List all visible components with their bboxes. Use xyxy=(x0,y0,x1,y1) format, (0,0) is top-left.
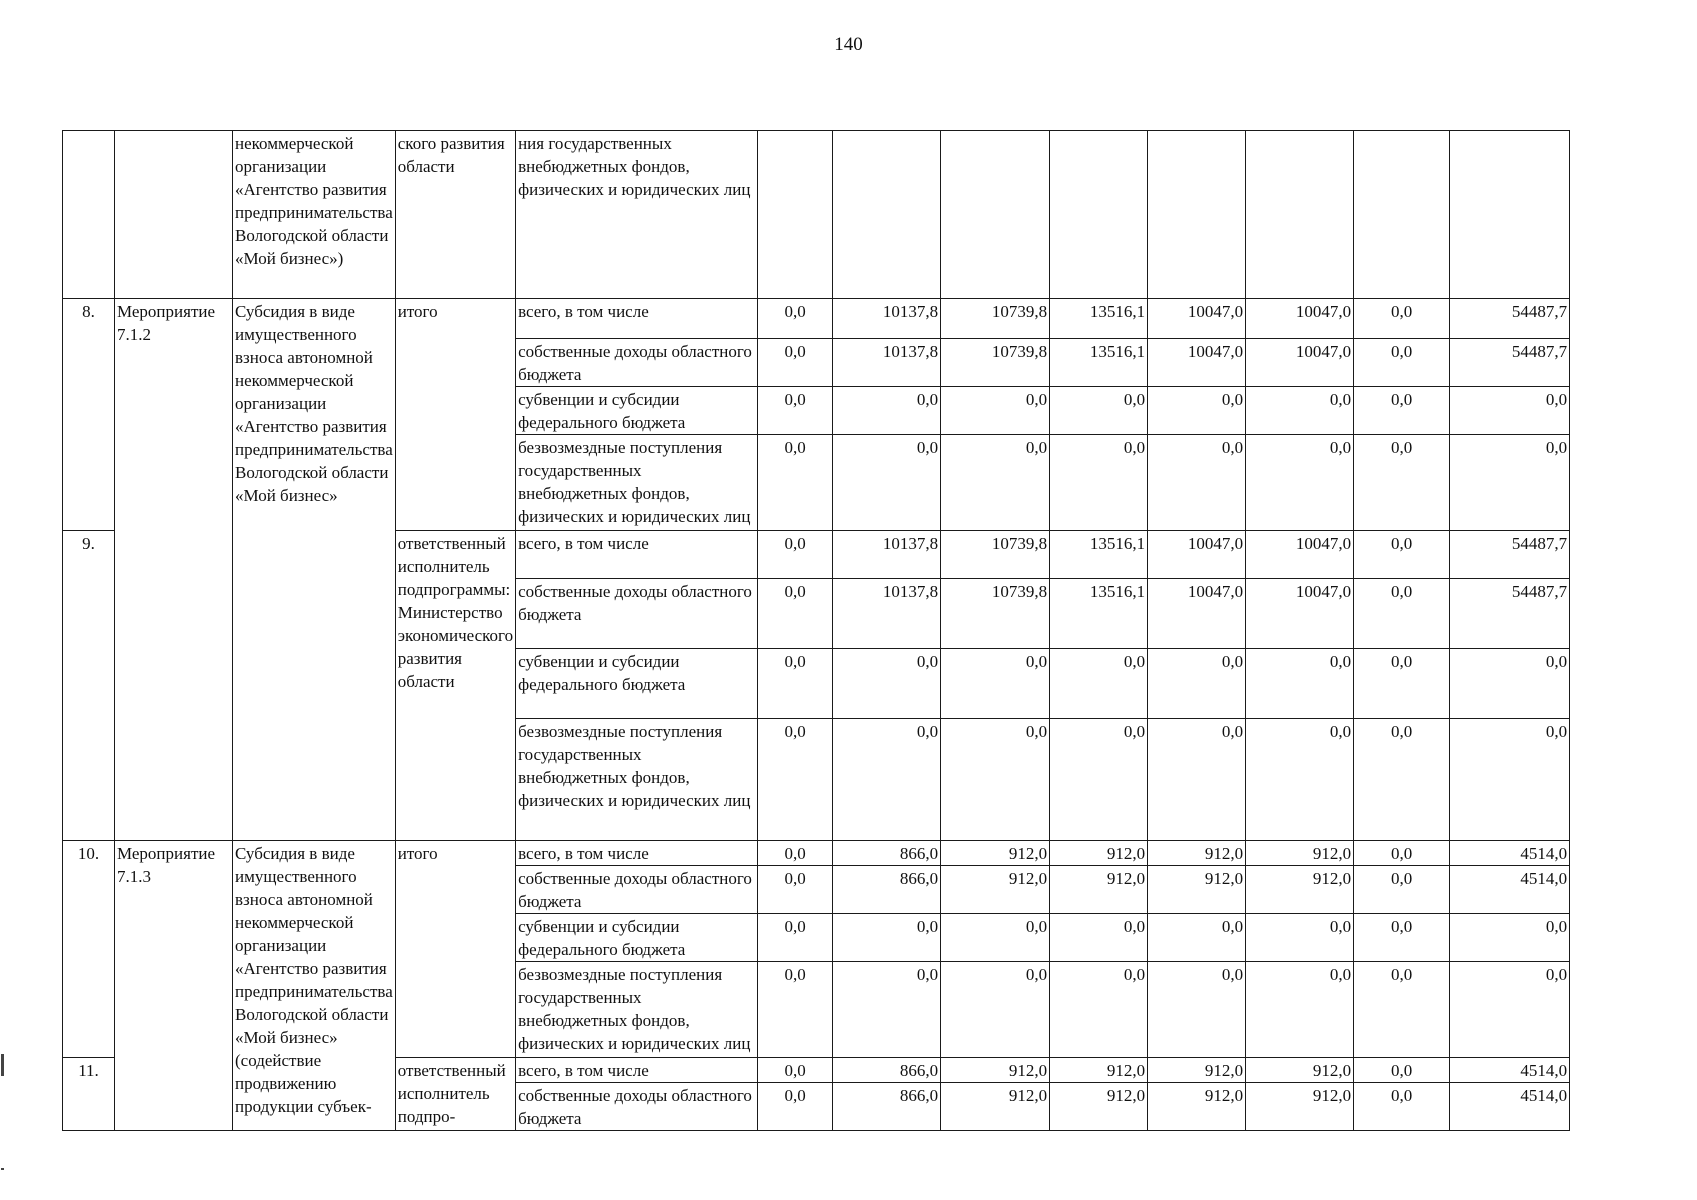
cell-source: всего, в том числе xyxy=(516,531,758,579)
scan-mark xyxy=(1,1054,4,1076)
cell-empty xyxy=(115,131,233,299)
value-cell: 10137,8 xyxy=(833,531,941,579)
value-cell: 0,0 xyxy=(1246,719,1354,841)
cell-empty xyxy=(1050,131,1148,299)
table-row xyxy=(63,841,1570,866)
value-cell: 0,0 xyxy=(758,531,833,579)
value-cell: 0,0 xyxy=(833,435,941,531)
value-cell: 0,0 xyxy=(833,649,941,719)
value-cell: 10739,8 xyxy=(941,579,1050,649)
cell-executor: итого xyxy=(395,841,515,1058)
cell-activity: Мероприятие 7.1.2 xyxy=(115,299,233,841)
value-cell: 0,0 xyxy=(758,1083,833,1131)
value-cell: 10739,8 xyxy=(941,531,1050,579)
value-cell: 0,0 xyxy=(1354,299,1450,339)
cell-source: безвозмездные поступления государственных внебюджетных фондов, физических и юридических лиц xyxy=(516,719,758,841)
value-cell: 0,0 xyxy=(1354,1058,1450,1083)
value-cell: 0,0 xyxy=(1148,387,1246,435)
value-cell: 0,0 xyxy=(758,1058,833,1083)
value-cell: 10047,0 xyxy=(1148,531,1246,579)
value-cell: 0,0 xyxy=(1246,962,1354,1058)
value-cell: 0,0 xyxy=(1450,435,1570,531)
cell-source: всего, в том числе xyxy=(516,841,758,866)
cell-activity: Мероприятие 7.1.3 xyxy=(115,841,233,1131)
cell-source: безвозмездные поступления государственных внебюджетных фондов, физических и юридических лиц xyxy=(516,962,758,1058)
value-cell: 0,0 xyxy=(1246,649,1354,719)
value-cell: 0,0 xyxy=(1354,435,1450,531)
value-cell: 0,0 xyxy=(941,914,1050,962)
row-number: 10. xyxy=(63,841,115,1058)
value-cell: 0,0 xyxy=(1246,435,1354,531)
value-cell: 0,0 xyxy=(758,339,833,387)
value-cell: 912,0 xyxy=(1050,1083,1148,1131)
value-cell: 0,0 xyxy=(1450,962,1570,1058)
cell-source: всего, в том числе xyxy=(516,299,758,339)
value-cell: 0,0 xyxy=(758,719,833,841)
value-cell: 0,0 xyxy=(941,719,1050,841)
value-cell: 0,0 xyxy=(1050,649,1148,719)
value-cell: 912,0 xyxy=(1148,1058,1246,1083)
value-cell: 0,0 xyxy=(1246,914,1354,962)
cell-empty xyxy=(1450,131,1570,299)
value-cell: 0,0 xyxy=(833,962,941,1058)
value-cell: 10047,0 xyxy=(1148,579,1246,649)
value-cell: 0,0 xyxy=(758,649,833,719)
value-cell: 912,0 xyxy=(941,866,1050,914)
value-cell: 0,0 xyxy=(1354,962,1450,1058)
cell-executor: ского развития области xyxy=(395,131,515,299)
value-cell: 866,0 xyxy=(833,1083,941,1131)
value-cell: 912,0 xyxy=(1050,841,1148,866)
cell-source: всего, в том числе xyxy=(516,1058,758,1083)
cell-description: некоммерческой организации «Агентство развития предпринимательства Вологодской области «Мой бизнес») xyxy=(233,131,396,299)
value-cell: 0,0 xyxy=(1148,719,1246,841)
cell-empty xyxy=(1354,131,1450,299)
value-cell: 866,0 xyxy=(833,866,941,914)
cell-source: собственные доходы областного бюджета xyxy=(516,866,758,914)
row-number: 9. xyxy=(63,531,115,841)
value-cell: 0,0 xyxy=(941,962,1050,1058)
value-cell: 0,0 xyxy=(1450,387,1570,435)
cell-source: субвенции и субсидии федерального бюджета xyxy=(516,387,758,435)
scan-mark xyxy=(1,1168,4,1170)
value-cell: 0,0 xyxy=(941,649,1050,719)
value-cell: 4514,0 xyxy=(1450,866,1570,914)
value-cell: 0,0 xyxy=(1354,914,1450,962)
value-cell: 0,0 xyxy=(833,719,941,841)
cell-empty xyxy=(833,131,941,299)
value-cell: 912,0 xyxy=(1246,1083,1354,1131)
cell-source: ния государственных внебюджетных фондов, физических и юридических лиц xyxy=(516,131,758,299)
value-cell: 0,0 xyxy=(1050,435,1148,531)
value-cell: 0,0 xyxy=(1450,914,1570,962)
cell-empty xyxy=(1148,131,1246,299)
value-cell: 0,0 xyxy=(1354,649,1450,719)
value-cell: 0,0 xyxy=(1050,387,1148,435)
cell-executor: ответственный исполнитель подпро- xyxy=(395,1058,515,1131)
value-cell: 54487,7 xyxy=(1450,339,1570,387)
value-cell: 0,0 xyxy=(833,387,941,435)
value-cell: 0,0 xyxy=(1354,339,1450,387)
value-cell: 13516,1 xyxy=(1050,531,1148,579)
value-cell: 13516,1 xyxy=(1050,339,1148,387)
value-cell: 0,0 xyxy=(758,962,833,1058)
value-cell: 912,0 xyxy=(1246,1058,1354,1083)
table-row xyxy=(63,131,1570,299)
value-cell: 0,0 xyxy=(1246,387,1354,435)
value-cell: 0,0 xyxy=(758,579,833,649)
value-cell: 4514,0 xyxy=(1450,1058,1570,1083)
table-row xyxy=(63,299,1570,339)
cell-empty xyxy=(941,131,1050,299)
value-cell: 10047,0 xyxy=(1246,339,1354,387)
value-cell: 0,0 xyxy=(1354,387,1450,435)
cell-source: субвенции и субсидии федерального бюджета xyxy=(516,649,758,719)
value-cell: 0,0 xyxy=(758,387,833,435)
value-cell: 0,0 xyxy=(1050,719,1148,841)
value-cell: 54487,7 xyxy=(1450,531,1570,579)
value-cell: 0,0 xyxy=(758,914,833,962)
value-cell: 912,0 xyxy=(941,841,1050,866)
value-cell: 0,0 xyxy=(758,841,833,866)
cell-description: Субсидия в виде имущественного взноса автономной некоммерческой организации «Агентство развития предпринимательства Вологодской области «Мой бизнес» xyxy=(233,299,396,841)
cell-executor: итого xyxy=(395,299,515,531)
value-cell: 912,0 xyxy=(1148,866,1246,914)
row-number: 11. xyxy=(63,1058,115,1131)
value-cell: 10047,0 xyxy=(1148,299,1246,339)
value-cell: 0,0 xyxy=(1050,962,1148,1058)
cell-source: собственные доходы областного бюджета xyxy=(516,579,758,649)
value-cell: 0,0 xyxy=(1354,1083,1450,1131)
value-cell: 54487,7 xyxy=(1450,299,1570,339)
cell-source: собственные доходы областного бюджета xyxy=(516,1083,758,1131)
cell-empty xyxy=(1246,131,1354,299)
value-cell: 0,0 xyxy=(1354,841,1450,866)
value-cell: 0,0 xyxy=(1450,719,1570,841)
page-number: 140 xyxy=(834,34,863,55)
value-cell: 10047,0 xyxy=(1246,531,1354,579)
value-cell: 13516,1 xyxy=(1050,579,1148,649)
value-cell: 10047,0 xyxy=(1246,579,1354,649)
cell-empty xyxy=(758,131,833,299)
value-cell: 10739,8 xyxy=(941,339,1050,387)
value-cell: 0,0 xyxy=(1354,719,1450,841)
value-cell: 0,0 xyxy=(941,387,1050,435)
value-cell: 912,0 xyxy=(1246,866,1354,914)
cell-executor: ответственный исполнитель подпрограммы: Министерство экономического развития области xyxy=(395,531,515,841)
value-cell: 866,0 xyxy=(833,1058,941,1083)
value-cell: 0,0 xyxy=(758,299,833,339)
value-cell: 10137,8 xyxy=(833,299,941,339)
value-cell: 0,0 xyxy=(1354,531,1450,579)
cell-empty xyxy=(63,131,115,299)
cell-description: Субсидия в виде имущественного взноса автономной некоммерческой организации «Агентство развития предпринимательства Вологодской области «Мой бизнес» (содействие продвижению продукции субъек- xyxy=(233,841,396,1131)
row-number: 8. xyxy=(63,299,115,531)
value-cell: 0,0 xyxy=(833,914,941,962)
value-cell: 4514,0 xyxy=(1450,1083,1570,1131)
cell-source: безвозмездные поступления государственных внебюджетных фондов, физических и юридических лиц xyxy=(516,435,758,531)
value-cell: 912,0 xyxy=(941,1058,1050,1083)
value-cell: 10047,0 xyxy=(1148,339,1246,387)
value-cell: 0,0 xyxy=(758,866,833,914)
value-cell: 10137,8 xyxy=(833,339,941,387)
value-cell: 0,0 xyxy=(1148,435,1246,531)
value-cell: 10739,8 xyxy=(941,299,1050,339)
value-cell: 912,0 xyxy=(1050,866,1148,914)
cell-source: субвенции и субсидии федерального бюджета xyxy=(516,914,758,962)
value-cell: 866,0 xyxy=(833,841,941,866)
value-cell: 10047,0 xyxy=(1246,299,1354,339)
value-cell: 912,0 xyxy=(1246,841,1354,866)
value-cell: 4514,0 xyxy=(1450,841,1570,866)
value-cell: 0,0 xyxy=(1354,866,1450,914)
value-cell: 912,0 xyxy=(941,1083,1050,1131)
value-cell: 0,0 xyxy=(1354,579,1450,649)
value-cell: 0,0 xyxy=(941,435,1050,531)
value-cell: 10137,8 xyxy=(833,579,941,649)
value-cell: 0,0 xyxy=(758,435,833,531)
value-cell: 912,0 xyxy=(1050,1058,1148,1083)
value-cell: 0,0 xyxy=(1148,649,1246,719)
value-cell: 912,0 xyxy=(1148,1083,1246,1131)
value-cell: 13516,1 xyxy=(1050,299,1148,339)
budget-table xyxy=(62,130,1570,1131)
value-cell: 54487,7 xyxy=(1450,579,1570,649)
value-cell: 0,0 xyxy=(1450,649,1570,719)
value-cell: 912,0 xyxy=(1148,841,1246,866)
value-cell: 0,0 xyxy=(1148,962,1246,1058)
value-cell: 0,0 xyxy=(1148,914,1246,962)
value-cell: 0,0 xyxy=(1050,914,1148,962)
cell-source: собственные доходы областного бюджета xyxy=(516,339,758,387)
